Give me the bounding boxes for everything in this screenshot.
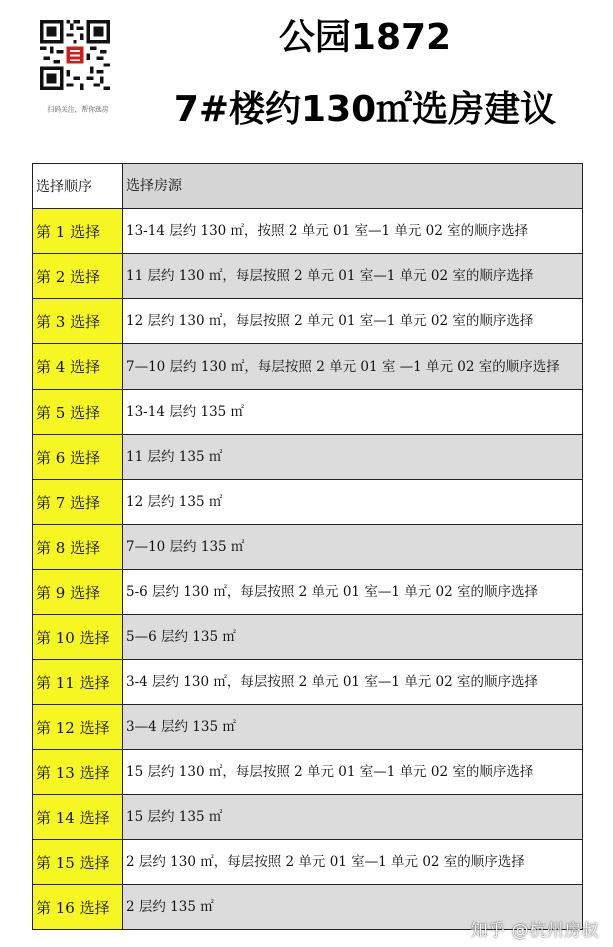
page-subtitle: 7#楼约130㎡选房建议 (173, 89, 557, 130)
table-row (33, 209, 582, 254)
qr-code-block (32, 20, 124, 115)
source-cell: 12 层约 130 ㎡，每层按照 2 单元 01 室—1 单元 02 室的顺序选择 (126, 313, 534, 329)
order-cell: 第 3 选择 (33, 299, 123, 343)
source-cell: 15 层约 130 ㎡，每层按照 2 单元 01 室—1 单元 02 室的顺序选择 (126, 764, 534, 780)
qr-code-icon (40, 20, 110, 90)
source-cell: 11 层约 130 ㎡，每层按照 2 单元 01 室—1 单元 02 室的顺序选择 (123, 254, 582, 298)
header-source: 选择房源 (123, 164, 582, 208)
order-cell: 第 14 选择 (33, 795, 123, 839)
order-cell: 第 8 选择 (33, 525, 123, 569)
order-cell: 第 10 选择 (33, 615, 123, 659)
table-header-row (33, 164, 582, 209)
qr-caption: 扫码关注，帮你选房 (47, 105, 109, 114)
source-cell: 7—10 层约 135 ㎡ (123, 525, 582, 569)
order-cell: 第 1 选择 (33, 209, 123, 253)
source-cell: 3-4 层约 130 ㎡，每层按照 2 单元 01 室—1 单元 02 室的顺序选择 (126, 674, 538, 690)
source-cell: 13-14 层约 135 ㎡ (126, 404, 245, 420)
source-cell: 13-14 层约 130 ㎡，按照 2 单元 01 室—1 单元 02 室的顺序选择 (126, 223, 529, 239)
table-row (33, 795, 582, 840)
source-cell: 5-6 层约 130 ㎡，每层按照 2 单元 01 室—1 单元 02 室的顺序选择 (126, 584, 538, 600)
source-cell: 12 层约 135 ㎡ (126, 494, 223, 510)
order-cell: 第 15 选择 (33, 840, 123, 884)
table-row (33, 254, 582, 299)
order-cell: 第 12 选择 (33, 705, 123, 749)
order-cell: 第 6 选择 (33, 435, 123, 479)
table-row (33, 299, 582, 344)
source-cell: 2 层约 135 ㎡ (123, 885, 582, 929)
page-title: 公园1872 (278, 17, 452, 58)
order-cell: 第 2 选择 (33, 254, 123, 298)
source-cell: 11 层约 135 ㎡ (123, 435, 582, 479)
source-cell: 7—10 层约 130 ㎡，每层按照 2 单元 01 室 —1 单元 02 室的顺序选择 (123, 344, 582, 389)
table-row (33, 615, 582, 660)
order-cell: 第 4 选择 (33, 344, 123, 389)
table-row (33, 570, 582, 615)
table-row (33, 525, 582, 570)
source-cell: 3—4 层约 135 ㎡ (123, 705, 582, 749)
table-row (33, 750, 582, 795)
order-cell: 第 7 选择 (33, 480, 123, 524)
table-row (33, 840, 582, 885)
order-cell: 第 9 选择 (33, 570, 123, 614)
order-cell: 第 13 选择 (33, 750, 123, 794)
table-row (33, 705, 582, 750)
order-cell: 第 5 选择 (33, 390, 123, 434)
source-cell: 5—6 层约 135 ㎡ (123, 615, 582, 659)
table-row (33, 390, 582, 435)
table-row (33, 344, 582, 390)
table-row (33, 480, 582, 525)
header-order: 选择顺序 (33, 164, 123, 208)
order-cell: 第 16 选择 (33, 885, 123, 929)
selection-table (32, 163, 583, 930)
order-cell: 第 11 选择 (33, 660, 123, 704)
table-row (33, 660, 582, 705)
table-row (33, 435, 582, 480)
watermark: 知乎 @杭州房叔 (470, 921, 599, 941)
source-cell: 15 层约 135 ㎡ (123, 795, 582, 839)
source-cell: 2 层约 130 ㎡，每层按照 2 单元 01 室—1 单元 02 室的顺序选择 (126, 854, 525, 870)
